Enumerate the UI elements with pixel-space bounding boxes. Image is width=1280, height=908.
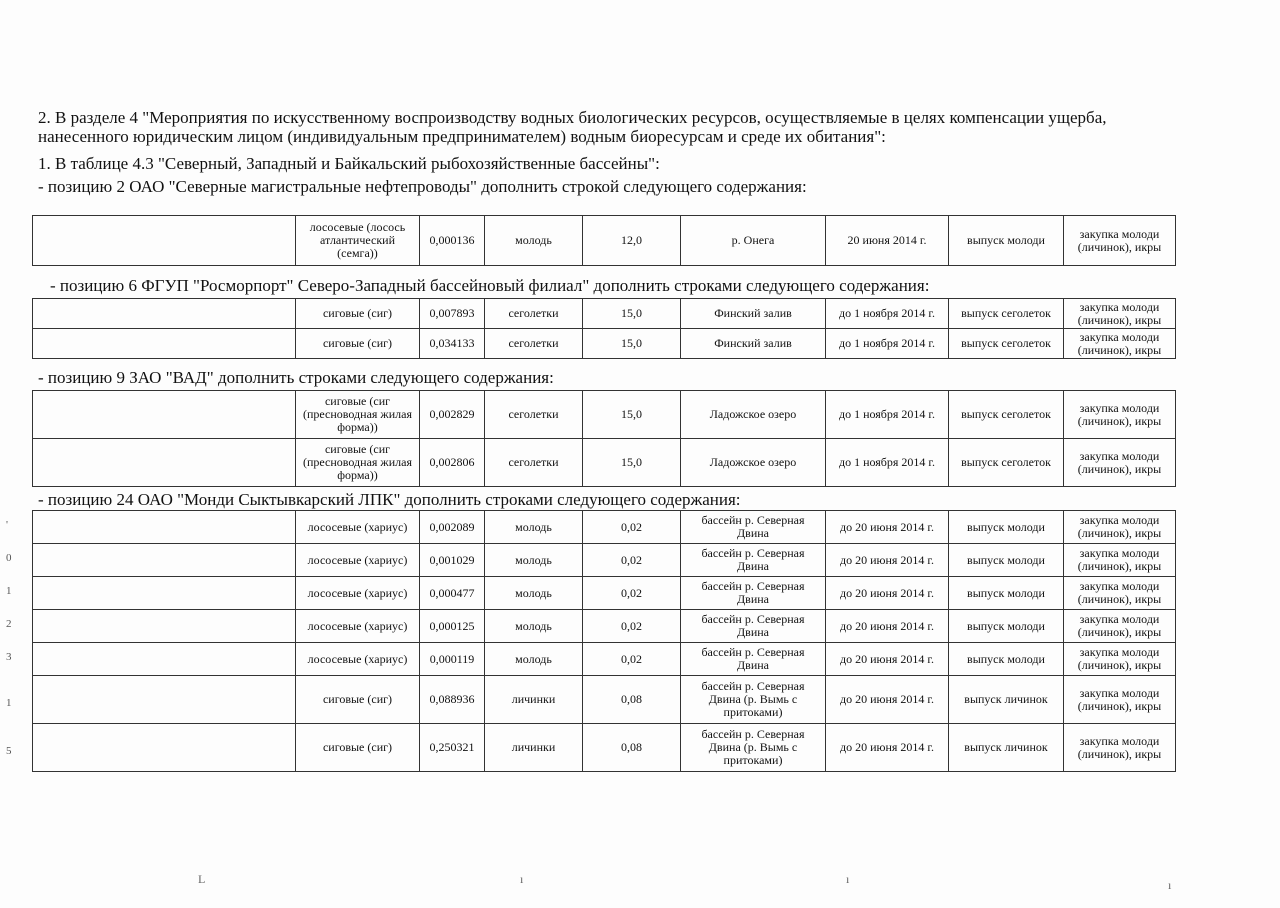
row-number-fragment: 3 [6,651,12,663]
intro-line-3: 1. В таблице 4.3 "Северный, Западный и Байкальский рыбохозяйственные бассейны": [38,154,660,173]
row-number-fragment: ' [6,519,8,531]
cell-note: закупка молоди (личинок), икры [1064,610,1176,643]
cell-place: бассейн р. Северная Двина [681,577,826,610]
cell-action: выпуск молоди [949,544,1064,577]
cell-weight: 0,02 [583,511,681,544]
cell-weight: 15,0 [583,329,681,359]
cell-note: закупка молоди (личинок), икры [1064,329,1176,359]
scan-mark: ı [846,872,850,886]
cell-value: 0,034133 [420,329,485,359]
cell-note: закупка молоди (личинок), икры [1064,724,1176,772]
cell-weight: 15,0 [583,391,681,439]
cell-weight: 0,02 [583,610,681,643]
table-row [33,391,1176,439]
cell-place: бассейн р. Северная Двина (р. Вымь с притоками) [681,676,826,724]
cell-stage: сеголетки [485,329,583,359]
cell-date: до 20 июня 2014 г. [826,577,949,610]
cell-species: лососевые (хариус) [296,577,420,610]
cell-place: Финский залив [681,329,826,359]
row-number-fragment: 5 [6,745,12,757]
cell-note: закупка молоди (личинок), икры [1064,544,1176,577]
cell-empty [33,643,296,676]
cell-date: до 1 ноября 2014 г. [826,391,949,439]
cell-place: бассейн р. Северная Двина (р. Вымь с притоками) [681,724,826,772]
table-section-1 [32,215,1176,266]
cell-empty [33,439,296,487]
intro-line-2: нанесенного юридическим лицом (индивидуальным предпринимателем) водным биоресурсам и среде их обитания": [38,127,886,146]
cell-action: выпуск молоди [949,610,1064,643]
scan-mark: ı [1168,878,1172,892]
cell-note: закупка молоди (личинок), икры [1064,511,1176,544]
table-row [33,439,1176,487]
cell-stage: личинки [485,724,583,772]
cell-species: лососевые (хариус) [296,643,420,676]
cell-place: Финский залив [681,299,826,329]
cell-weight: 0,02 [583,643,681,676]
cell-empty [33,610,296,643]
table-row [33,544,1176,577]
cell-stage: молодь [485,643,583,676]
cell-action: выпуск молоди [949,643,1064,676]
cell-date: до 20 июня 2014 г. [826,676,949,724]
cell-action: выпуск молоди [949,511,1064,544]
cell-value: 0,000477 [420,577,485,610]
cell-place: бассейн р. Северная Двина [681,643,826,676]
cell-place: бассейн р. Северная Двина [681,610,826,643]
cell-action: выпуск сеголеток [949,439,1064,487]
table-row [33,329,1176,359]
table-row [33,610,1176,643]
cell-value: 0,000119 [420,643,485,676]
cell-species: сиговые (сиг) [296,299,420,329]
cell-place: Ладожское озеро [681,391,826,439]
intro-line-4: - позицию 2 ОАО "Северные магистральные нефтепроводы" дополнить строкой следующего содержания: [38,177,807,196]
cell-value: 0,250321 [420,724,485,772]
cell-date: 20 июня 2014 г. [826,216,949,266]
row-number-fragment: 0 [6,552,12,564]
cell-value: 0,002806 [420,439,485,487]
cell-empty [33,329,296,359]
cell-species: сиговые (сиг) [296,329,420,359]
cell-value: 0,002089 [420,511,485,544]
cell-value: 0,000136 [420,216,485,266]
row-number-fragment: 1 [6,585,12,597]
cell-stage: сеголетки [485,439,583,487]
table-row [33,577,1176,610]
cell-weight: 0,02 [583,544,681,577]
cell-stage: молодь [485,511,583,544]
cell-note: закупка молоди (личинок), икры [1064,676,1176,724]
cell-note: закупка молоди (личинок), икры [1064,216,1176,266]
section-4-heading: - позицию 24 ОАО "Монди Сыктывкарский ЛПК" дополнить строками следующего содержания: [38,490,741,509]
cell-empty [33,299,296,329]
table-row [33,676,1176,724]
cell-date: до 20 июня 2014 г. [826,511,949,544]
cell-empty [33,216,296,266]
cell-species: лососевые (хариус) [296,544,420,577]
table-row [33,299,1176,329]
cell-weight: 0,02 [583,577,681,610]
cell-place: бассейн р. Северная Двина [681,544,826,577]
table-row [33,643,1176,676]
cell-stage: сеголетки [485,299,583,329]
cell-species: сиговые (сиг) [296,676,420,724]
cell-place: Ладожское озеро [681,439,826,487]
cell-stage: молодь [485,610,583,643]
cell-weight: 15,0 [583,439,681,487]
cell-value: 0,000125 [420,610,485,643]
cell-action: выпуск молоди [949,577,1064,610]
cell-date: до 20 июня 2014 г. [826,610,949,643]
cell-value: 0,088936 [420,676,485,724]
cell-weight: 15,0 [583,299,681,329]
cell-stage: молодь [485,216,583,266]
cell-date: до 1 ноября 2014 г. [826,299,949,329]
section-2-heading: - позицию 6 ФГУП "Росморпорт" Северо-Западный бассейновый филиал" дополнить строками следующего содержания: [50,276,930,295]
table-row [33,216,1176,266]
cell-note: закупка молоди (личинок), икры [1064,391,1176,439]
cell-species: лососевые (хариус) [296,511,420,544]
cell-stage: личинки [485,676,583,724]
intro-line-1: 2. В разделе 4 "Мероприятия по искусственному воспроизводству водных биологических ресурсов, осуществляемые в целях компенсации ущерба, [38,108,1107,127]
cell-date: до 1 ноября 2014 г. [826,329,949,359]
cell-value: 0,002829 [420,391,485,439]
cell-note: закупка молоди (личинок), икры [1064,577,1176,610]
cell-species: сиговые (сиг (пресноводная жилая форма)) [296,439,420,487]
cell-empty [33,577,296,610]
cell-stage: молодь [485,544,583,577]
cell-weight: 0,08 [583,724,681,772]
cell-place: бассейн р. Северная Двина [681,511,826,544]
cell-value: 0,001029 [420,544,485,577]
scan-mark: ı [520,872,524,886]
cell-date: до 20 июня 2014 г. [826,643,949,676]
cell-species: сиговые (сиг) [296,724,420,772]
cell-action: выпуск сеголеток [949,329,1064,359]
cell-empty [33,511,296,544]
cell-action: выпуск сеголеток [949,391,1064,439]
cell-value: 0,007893 [420,299,485,329]
cell-date: до 1 ноября 2014 г. [826,439,949,487]
table-row [33,511,1176,544]
cell-stage: молодь [485,577,583,610]
row-number-fragment: 2 [6,618,12,630]
cell-action: выпуск сеголеток [949,299,1064,329]
row-number-fragment: 1 [6,697,12,709]
cell-species: лососевые (хариус) [296,610,420,643]
cell-note: закупка молоди (личинок), икры [1064,439,1176,487]
cell-empty [33,724,296,772]
cell-place: р. Онега [681,216,826,266]
cell-species: лососевые (лосось атлантический (семга)) [296,216,420,266]
cell-date: до 20 июня 2014 г. [826,544,949,577]
cell-date: до 20 июня 2014 г. [826,724,949,772]
cell-action: выпуск молоди [949,216,1064,266]
table-row [33,724,1176,772]
cell-empty [33,676,296,724]
table-section-3 [32,390,1176,487]
cell-empty [33,544,296,577]
section-3-heading: - позицию 9 ЗАО "ВАД" дополнить строками следующего содержания: [38,368,554,387]
cell-weight: 0,08 [583,676,681,724]
table-section-2 [32,298,1176,359]
cell-stage: сеголетки [485,391,583,439]
scan-mark: L [198,872,206,886]
cell-action: выпуск личинок [949,676,1064,724]
cell-note: закупка молоди (личинок), икры [1064,299,1176,329]
table-section-4 [32,510,1176,772]
cell-empty [33,391,296,439]
cell-species: сиговые (сиг (пресноводная жилая форма)) [296,391,420,439]
cell-weight: 12,0 [583,216,681,266]
cell-action: выпуск личинок [949,724,1064,772]
cell-note: закупка молоди (личинок), икры [1064,643,1176,676]
